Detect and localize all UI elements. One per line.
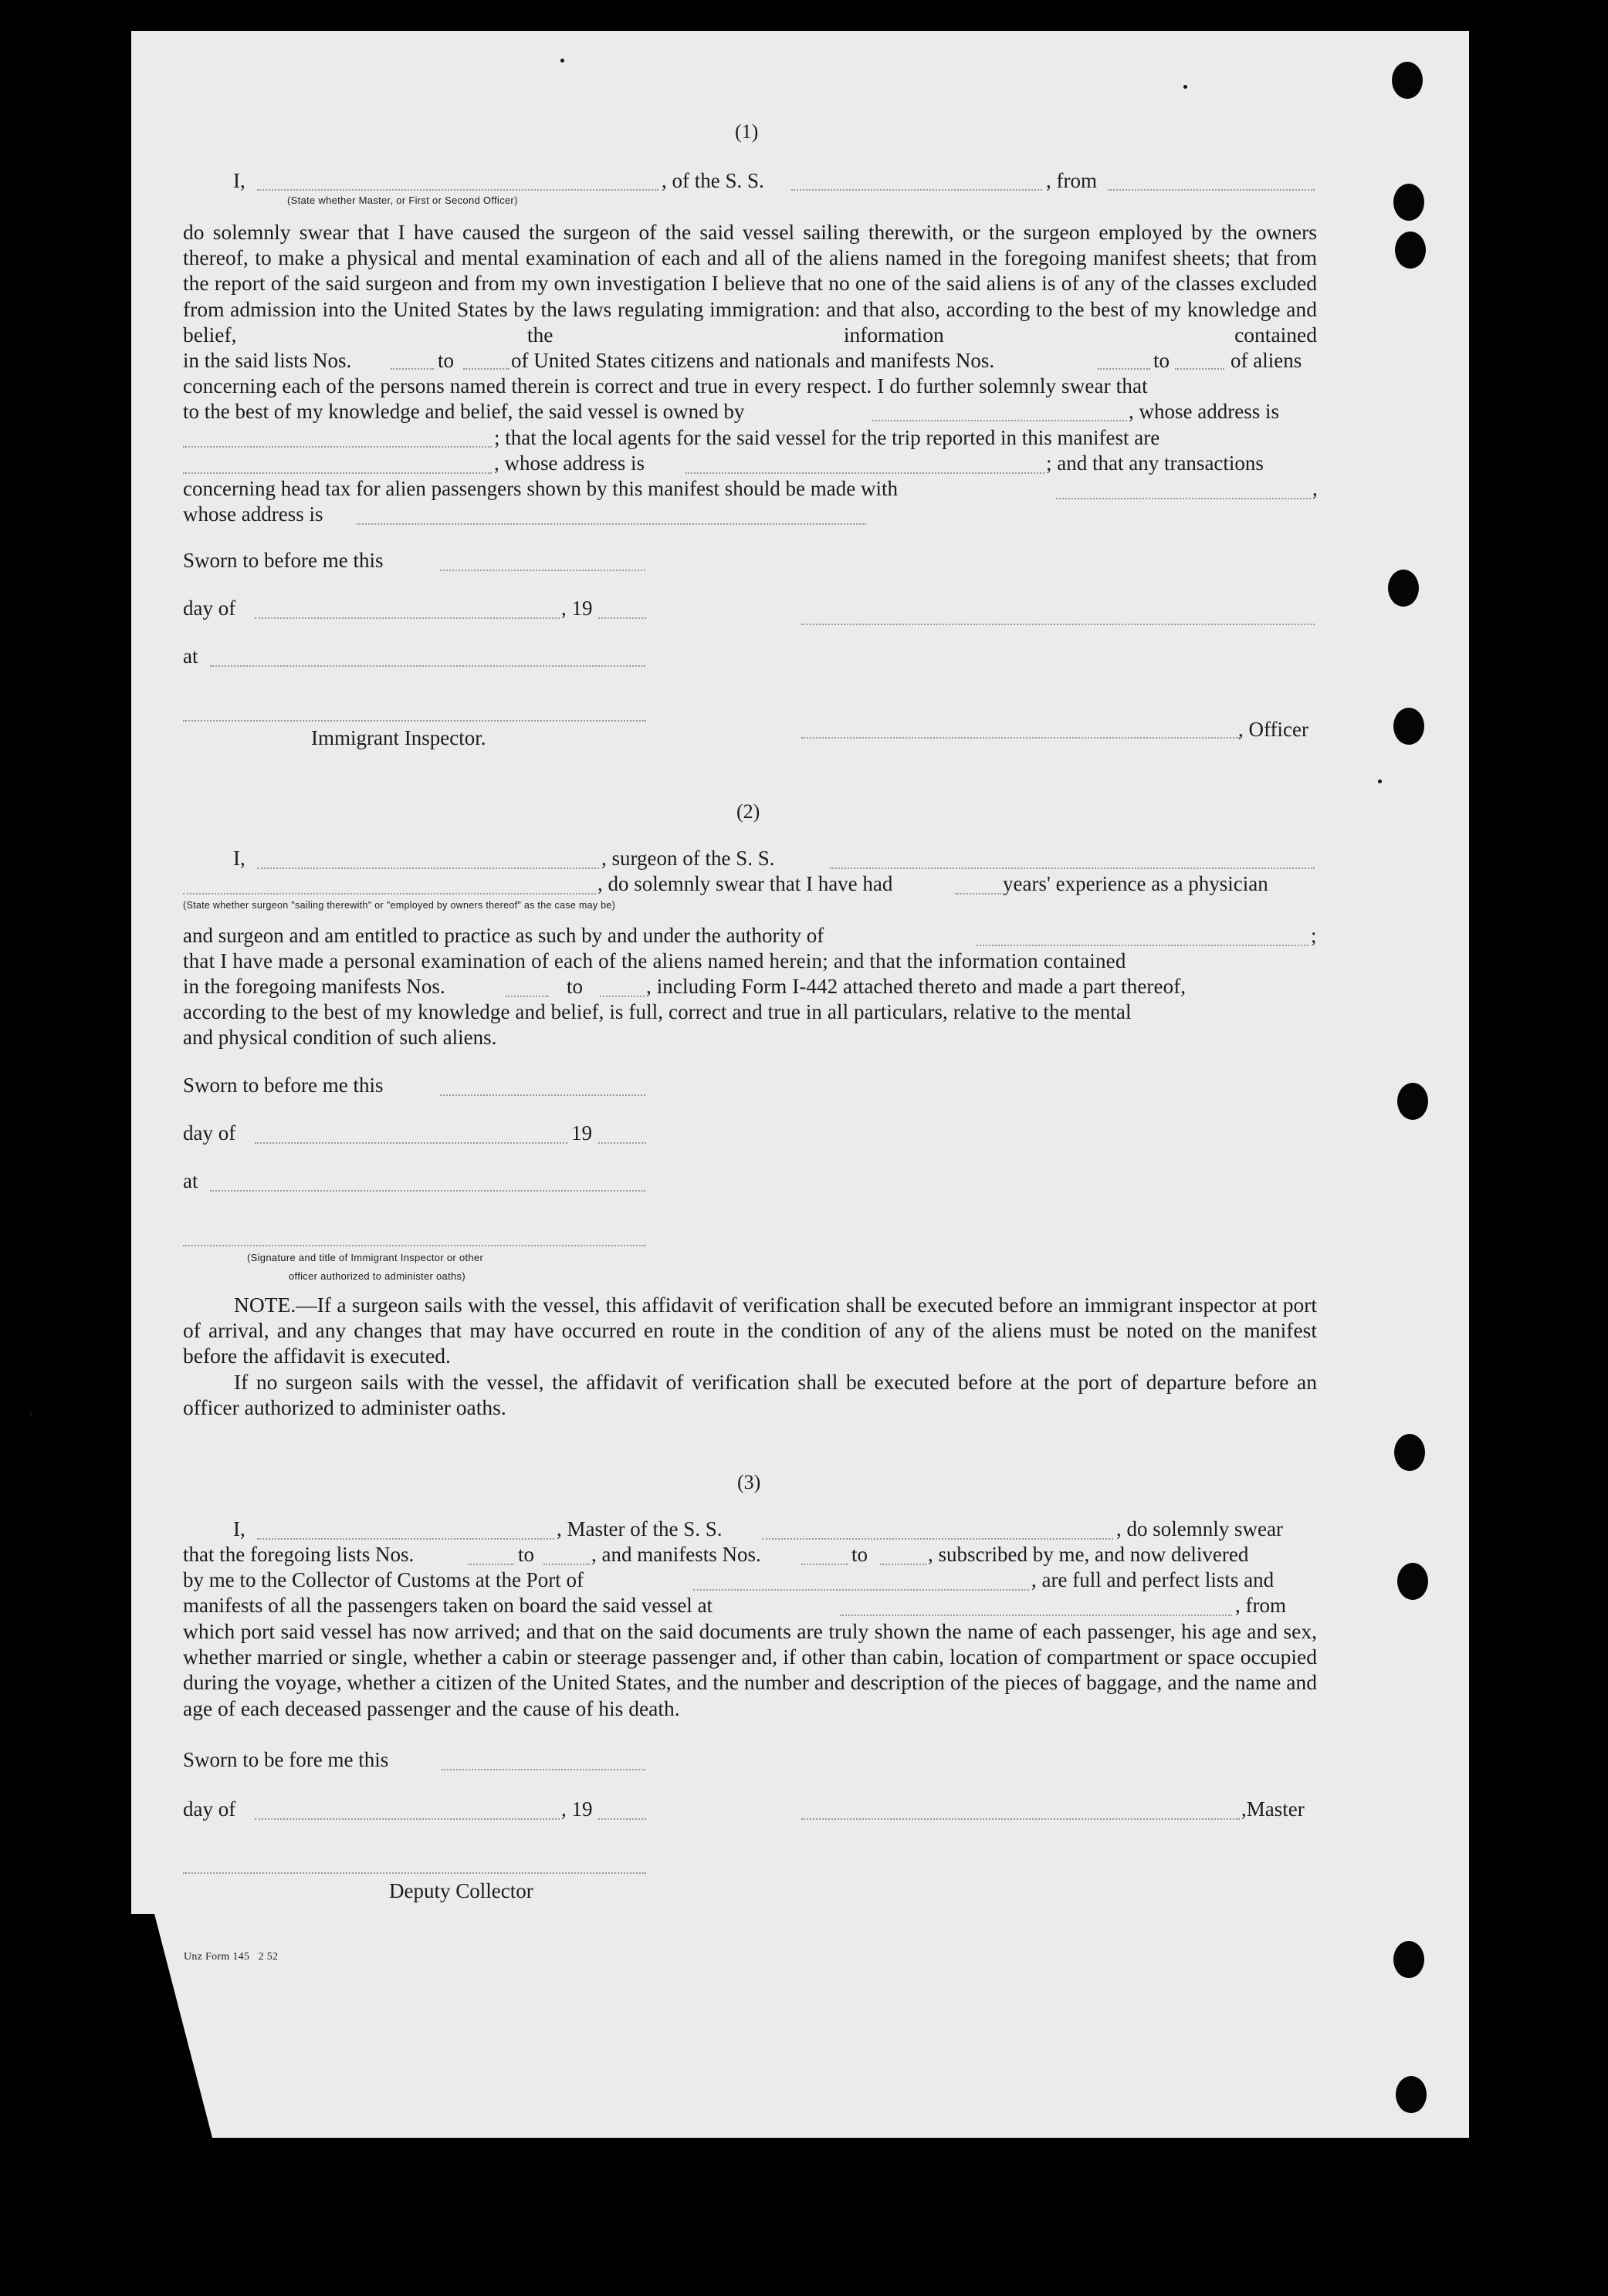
s2-at-label: at xyxy=(183,1169,198,1192)
s2-i-label: I, xyxy=(233,847,245,870)
s1-from-label: , from xyxy=(1046,169,1097,192)
s1-day-of-label: day of xyxy=(183,597,236,620)
s3-lists-to-field[interactable] xyxy=(543,1564,590,1565)
s2-note-paragraph-2: If no surgeon sails with the vessel, the affidavit of verification shall be executed before at the port of departure before an officer authorized to administer oaths. xyxy=(183,1370,1317,1420)
punch-hole xyxy=(1388,570,1419,607)
s3-lists-to-label: to xyxy=(518,1543,535,1566)
s2-day-of-label: day of xyxy=(183,1121,236,1145)
s3-boarding-port-field[interactable] xyxy=(840,1615,1232,1616)
s3-day-of-label: day of xyxy=(183,1797,236,1821)
s2-surgeon-name-field[interactable] xyxy=(257,867,599,869)
s1-agents-address-label: , whose address is xyxy=(494,451,645,475)
speck xyxy=(29,1412,32,1417)
s3-oath-paragraph: which port said vessel has now arrived; and that on the said documents are truly shown the name of each passenger, his age and sex, whether married or single, whether a cabin or steerage passenger and, if other than cabin, location of compartment or space occupied during the voyage, whether a citizen of the United States, and the number and description of the pieces of baggage, and the name and age of each deceased passenger and the cause of his death. xyxy=(183,1619,1317,1720)
s1-owned-label: to the best of my knowledge and belief, the said vessel is owned by xyxy=(183,400,745,423)
s1-inspector-signature-field[interactable] xyxy=(183,720,646,722)
s2-examination-line: that I have made a personal examination of each of the aliens named herein; and that the information contained xyxy=(183,949,1126,972)
s1-owner-field[interactable] xyxy=(872,420,1127,421)
s1-lists-to-label: to xyxy=(438,349,455,372)
s3-swear-label: , do solemnly swear xyxy=(1116,1517,1283,1540)
s2-condition-line: and physical condition of such aliens. xyxy=(183,1026,497,1049)
s1-of-ss-label: , of the S. S. xyxy=(662,169,764,192)
s2-at-place-field[interactable] xyxy=(210,1190,645,1192)
s3-port-label: by me to the Collector of Customs at the Port of xyxy=(183,1568,584,1591)
s1-year-field[interactable] xyxy=(598,617,646,619)
s1-manifests-from-field[interactable] xyxy=(1098,368,1150,370)
s2-manifests-to-label: to xyxy=(567,975,584,998)
s3-master-name-field[interactable] xyxy=(257,1538,554,1540)
s1-aliens-label: of aliens xyxy=(1231,349,1302,372)
s3-sworn-day-field[interactable] xyxy=(442,1769,645,1770)
s1-lists-label: in the said lists Nos. xyxy=(183,349,352,372)
s3-delivered-label: , subscribed by me, and now delivered xyxy=(928,1543,1249,1566)
s1-citizens-label: of United States citizens and nationals and manifests Nos. xyxy=(511,349,995,372)
s2-sworn-label: Sworn to before me this xyxy=(183,1074,384,1097)
s2-form-label: , including Form I-442 attached thereto and made a part thereof, xyxy=(646,975,1187,998)
s1-head-tax-field[interactable] xyxy=(1056,498,1311,499)
s3-year-label: , 19 xyxy=(561,1797,593,1821)
s2-surgeon-type-field[interactable] xyxy=(183,893,596,894)
s3-lists-from-field[interactable] xyxy=(468,1564,514,1565)
s1-month-field[interactable] xyxy=(255,617,560,619)
s1-sworn-label: Sworn to before me this xyxy=(183,549,384,572)
s2-manifests-from-field[interactable] xyxy=(506,996,549,997)
s1-manifests-to-field[interactable] xyxy=(1175,368,1224,370)
s3-master-signature-field[interactable] xyxy=(801,1818,1240,1820)
s1-agents-field[interactable] xyxy=(183,472,492,474)
section-2-number: (2) xyxy=(736,800,760,823)
speck xyxy=(1183,85,1187,89)
s1-at-label: at xyxy=(183,644,198,668)
s1-year-label: , 19 xyxy=(561,597,593,620)
punch-hole xyxy=(1397,1083,1428,1120)
s2-signature-caption-2: officer authorized to administer oaths) xyxy=(289,1270,465,1282)
s2-vessel-name-field[interactable] xyxy=(830,867,1315,869)
s3-from-label: , from xyxy=(1235,1594,1286,1617)
s1-head-tax-label: concerning head tax for alien passengers shown by this manifest should be made with xyxy=(183,477,899,500)
section-1-number: (1) xyxy=(735,120,759,143)
s2-surgeon-sublabel: (State whether surgeon "sailing therewith" or "employed by owners thereof" as the case may be) xyxy=(183,900,616,911)
s1-whose-address-label: whose address is xyxy=(183,502,323,526)
punch-hole xyxy=(1396,2076,1427,2113)
s3-vessel-name-field[interactable] xyxy=(762,1538,1113,1540)
section-3-number: (3) xyxy=(737,1471,761,1493)
s1-sworn-day-field[interactable] xyxy=(440,570,645,571)
s2-manifests-label: in the foregoing manifests Nos. xyxy=(183,975,445,998)
s3-sworn-label: Sworn to be fore me this xyxy=(183,1748,389,1771)
s3-manifests-to-field[interactable] xyxy=(880,1564,926,1565)
s1-officer-label: , Officer xyxy=(1238,718,1308,741)
s1-inspector-label: Immigrant Inspector. xyxy=(311,726,486,749)
s1-officer-sublabel: (State whether Master, or First or Second Officer) xyxy=(287,194,518,206)
s1-oath-paragraph: do solemnly swear that I have caused the surgeon of the said vessel sailing therewith, or the surgeon employed by the owners thereof, to make a physical and mental examination of each and all of the aliens named in the foregoing manifest sheets; that from the report of the said surgeon and from my own investigation I believe that no one of the said aliens is of any of the classes excluded from admission into the United States by the laws regulating immigration: and that also, according to the best of my knowledge and belief, the information contained xyxy=(183,220,1317,347)
s3-manifests-from-field[interactable] xyxy=(801,1564,848,1565)
s2-authority-field[interactable] xyxy=(977,945,1308,946)
s2-belief-line: according to the best of my knowledge and belief, is full, correct and true in all particulars, relative to the mental xyxy=(183,1000,1132,1023)
s1-concerning-line: concerning each of the persons named therein is correct and true in every respect. I do further solemnly swear that xyxy=(183,374,1148,397)
s3-master-title: ,Master xyxy=(1241,1797,1305,1821)
s3-lists-label: that the foregoing lists Nos. xyxy=(183,1543,415,1566)
s1-from-port-field[interactable] xyxy=(1108,189,1315,191)
s3-master-label: , Master of the S. S. xyxy=(557,1517,723,1540)
s3-port-field[interactable] xyxy=(693,1589,1029,1591)
speck xyxy=(1378,779,1382,783)
s1-signature-field[interactable] xyxy=(801,624,1315,625)
s2-manifests-to-field[interactable] xyxy=(600,996,645,997)
form-number: Unz Form 145 2 52 xyxy=(184,1951,279,1963)
s2-swear-label: , do solemnly swear that I have had xyxy=(597,872,893,895)
s2-year-label: 19 xyxy=(571,1121,592,1145)
s3-i-label: I, xyxy=(233,1517,245,1540)
s1-lists-to-field[interactable] xyxy=(463,368,509,370)
punch-hole xyxy=(1392,62,1423,99)
punch-hole xyxy=(1394,1434,1425,1471)
speck xyxy=(560,59,564,63)
s3-manifests-label: , and manifests Nos. xyxy=(591,1543,761,1566)
s2-years-field[interactable] xyxy=(955,893,1001,894)
s1-head-tax-comma: , xyxy=(1312,477,1318,500)
punch-hole xyxy=(1397,1563,1428,1600)
s3-month-field[interactable] xyxy=(255,1818,560,1820)
s2-note-paragraph: NOTE.—If a surgeon sails with the vessel, this affidavit of verification shall be executed before an immigrant inspector at port of arrival, and any changes that may have occurred en route in the condition of any of the aliens must be noted on the manifest before the affidavit is executed. xyxy=(183,1293,1317,1368)
s2-surgeon-of-ss-label: , surgeon of the S. S. xyxy=(601,847,775,870)
s1-owner-address-label: , whose address is xyxy=(1129,400,1279,423)
s1-transactions-label: ; and that any transactions xyxy=(1046,451,1264,475)
s1-officer-name-field[interactable] xyxy=(257,189,658,191)
s1-i-label: I, xyxy=(233,169,245,192)
s2-signature-caption-1: (Signature and title of Immigrant Inspector or other xyxy=(247,1252,484,1263)
punch-hole xyxy=(1393,1941,1424,1978)
s1-head-tax-address-field[interactable] xyxy=(357,523,866,525)
s2-authority-semicolon: ; xyxy=(1311,924,1317,947)
s1-officer-title-field[interactable] xyxy=(801,737,1240,739)
s2-authority-label: and surgeon and am entitled to practice as such by and under the authority of xyxy=(183,924,824,947)
punch-hole xyxy=(1395,232,1426,269)
s1-manifests-to-label: to xyxy=(1153,349,1170,372)
s3-collector-signature-field[interactable] xyxy=(183,1872,646,1874)
s2-year-field[interactable] xyxy=(598,1142,646,1144)
punch-hole xyxy=(1393,708,1424,745)
s2-sworn-day-field[interactable] xyxy=(440,1094,645,1096)
s3-taken-label: manifests of all the passengers taken on board the said vessel at xyxy=(183,1594,713,1617)
s1-at-place-field[interactable] xyxy=(210,665,645,667)
s3-manifests-to-label: to xyxy=(851,1543,868,1566)
s1-lists-from-field[interactable] xyxy=(391,368,434,370)
s1-local-agents-label: ; that the local agents for the said vessel for the trip reported in this manifest are xyxy=(494,426,1160,449)
s3-deputy-collector-label: Deputy Collector xyxy=(389,1879,533,1902)
s1-vessel-name-field[interactable] xyxy=(791,189,1042,191)
s1-agents-address-field[interactable] xyxy=(686,472,1044,474)
s3-full-lists-label: , are full and perfect lists and xyxy=(1031,1568,1275,1591)
s3-year-field[interactable] xyxy=(598,1818,646,1820)
s2-years-label: years' experience as a physician xyxy=(1003,872,1268,895)
s1-owner-address-field[interactable] xyxy=(183,446,492,448)
punch-hole xyxy=(1393,184,1424,221)
s2-month-field[interactable] xyxy=(255,1142,567,1144)
s2-signature-field[interactable] xyxy=(183,1245,646,1246)
